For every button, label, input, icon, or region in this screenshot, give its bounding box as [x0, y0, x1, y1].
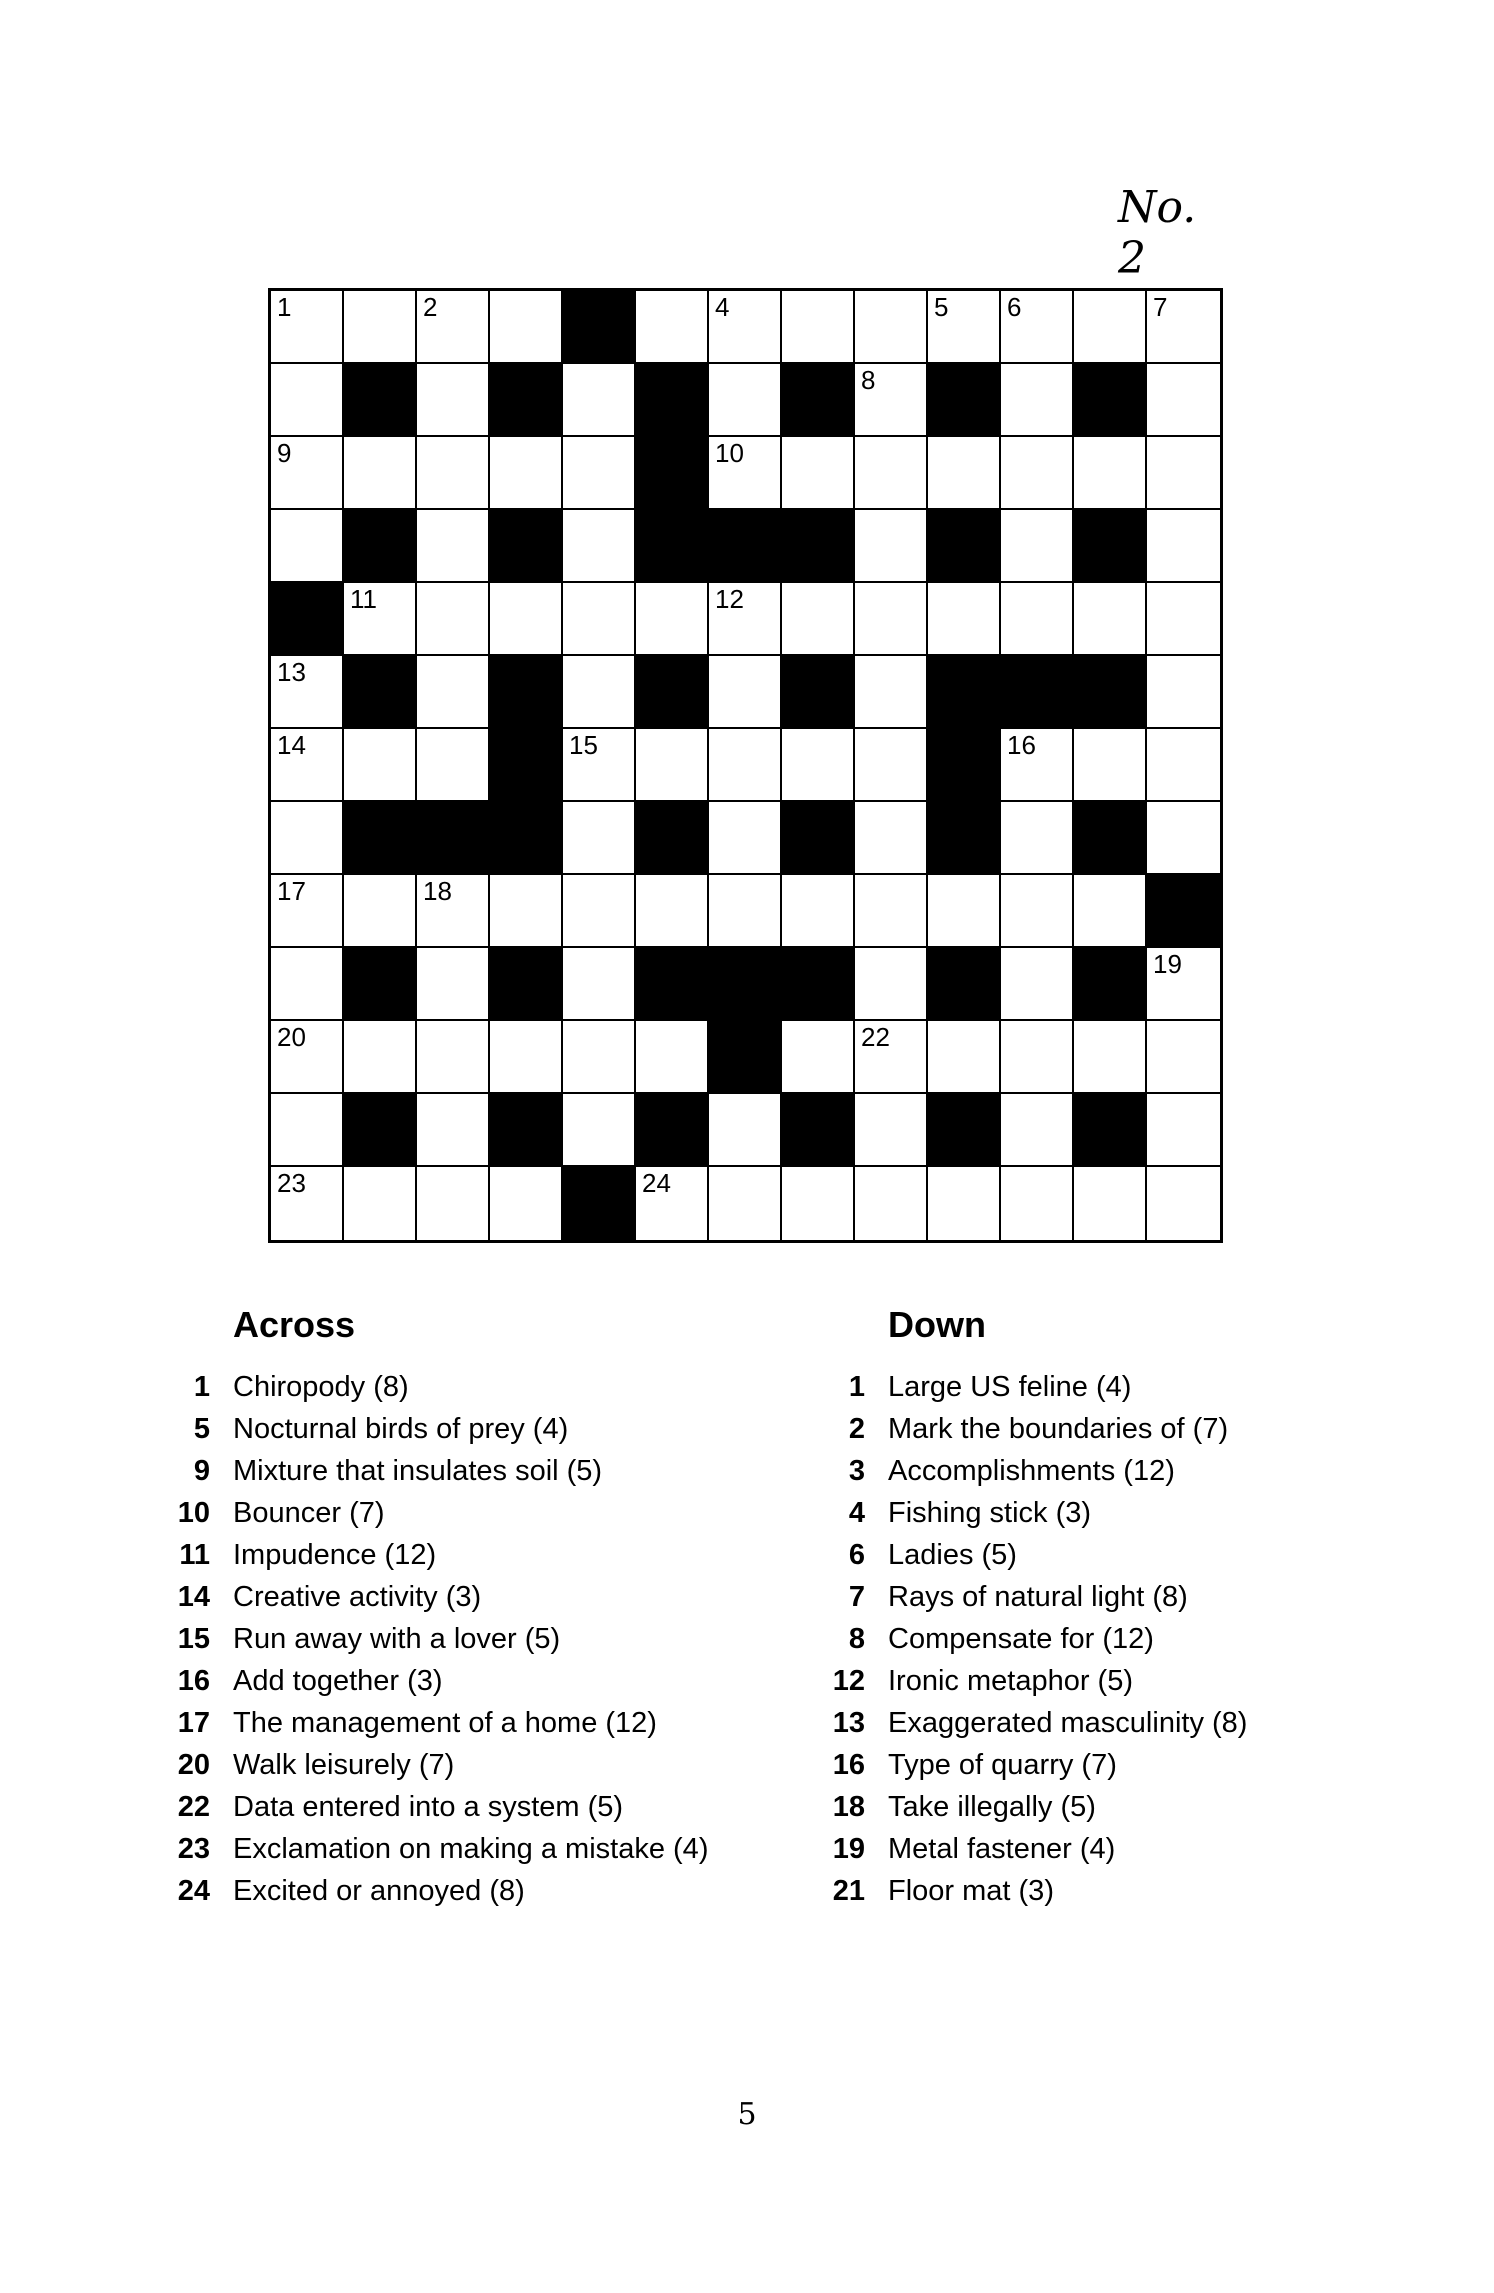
clue-number: 6 — [848, 1538, 865, 1571]
grid-cell[interactable] — [271, 1021, 344, 1094]
grid-block — [928, 364, 1001, 437]
cell-number: 15 — [569, 730, 598, 760]
clue-number: 24 — [177, 1874, 210, 1907]
cell-number: 19 — [1153, 949, 1182, 979]
grid-cell[interactable] — [271, 729, 344, 802]
clue-text: Excited or annoyed (8) — [233, 1874, 525, 1907]
clue-text: Impudence (12) — [233, 1538, 437, 1571]
across-clue — [150, 1492, 800, 1534]
grid-block — [1147, 875, 1220, 948]
grid-cell[interactable] — [1001, 875, 1074, 948]
clue-text: Add together (3) — [233, 1664, 443, 1697]
grid-cell[interactable] — [636, 1167, 709, 1240]
grid-cell[interactable] — [1001, 1094, 1074, 1167]
clue-number: 14 — [177, 1580, 210, 1613]
grid-cell[interactable] — [709, 729, 782, 802]
across-clue — [150, 1870, 800, 1912]
clue-number: 7 — [848, 1580, 865, 1613]
down-clue — [805, 1618, 1365, 1660]
across-clue — [150, 1576, 800, 1618]
down-clue — [805, 1786, 1365, 1828]
grid-cell[interactable] — [928, 291, 1001, 364]
clue-text: Ironic metaphor (5) — [888, 1664, 1133, 1697]
across-clue — [150, 1744, 800, 1786]
grid-block — [563, 291, 636, 364]
clue-text: The management of a home (12) — [233, 1706, 657, 1739]
grid-cell[interactable] — [709, 583, 782, 656]
grid-block — [563, 1167, 636, 1240]
grid-block — [271, 583, 344, 656]
clue-text: Type of quarry (7) — [888, 1748, 1117, 1781]
across-clue — [150, 1786, 800, 1828]
grid-cell[interactable] — [782, 583, 855, 656]
down-clue — [805, 1534, 1365, 1576]
grid-cell[interactable] — [636, 875, 709, 948]
grid-block — [928, 948, 1001, 1021]
grid-cell[interactable] — [417, 291, 490, 364]
grid-cell[interactable] — [563, 583, 636, 656]
grid-block — [636, 802, 709, 875]
grid-cell[interactable] — [271, 510, 344, 583]
cell-number: 11 — [350, 584, 377, 614]
clue-text: Creative activity (3) — [233, 1580, 482, 1613]
down-clue-list — [805, 1366, 1365, 1912]
grid-cell[interactable] — [563, 1021, 636, 1094]
clue-number: 19 — [832, 1832, 865, 1865]
grid-cell[interactable] — [1074, 437, 1147, 510]
cell-number: 14 — [277, 730, 306, 760]
grid-cell[interactable] — [1001, 364, 1074, 437]
grid-cell[interactable] — [1074, 875, 1147, 948]
cell-number: 9 — [277, 438, 292, 468]
grid-block — [1001, 656, 1074, 729]
cell-number: 4 — [715, 292, 730, 322]
across-clue — [150, 1618, 800, 1660]
clue-text: Bouncer (7) — [233, 1496, 385, 1529]
down-clue — [805, 1450, 1365, 1492]
grid-cell[interactable] — [1001, 1167, 1074, 1240]
cell-number: 10 — [715, 438, 744, 468]
down-clue — [805, 1366, 1365, 1408]
grid-cell[interactable] — [271, 1094, 344, 1167]
puzzle-title: No. 2 — [1118, 182, 1197, 284]
grid-cell[interactable] — [563, 802, 636, 875]
grid-cell[interactable] — [490, 1021, 563, 1094]
across-clue — [150, 1828, 800, 1870]
across-clue — [150, 1408, 800, 1450]
grid-cell[interactable] — [928, 583, 1001, 656]
cell-number: 16 — [1007, 730, 1036, 760]
grid-cell[interactable] — [855, 1021, 928, 1094]
grid-cell[interactable] — [417, 948, 490, 1021]
grid-cell[interactable] — [563, 437, 636, 510]
across-clue — [150, 1534, 800, 1576]
grid-cell[interactable] — [636, 291, 709, 364]
grid-cell[interactable] — [855, 802, 928, 875]
grid-cell[interactable] — [1074, 729, 1147, 802]
clue-text: Fishing stick (3) — [888, 1496, 1092, 1529]
cell-number: 21 — [715, 1022, 744, 1052]
clue-text: Compensate for (12) — [888, 1622, 1154, 1655]
grid-cell[interactable] — [417, 364, 490, 437]
grid-block — [344, 656, 417, 729]
grid-cell[interactable] — [855, 364, 928, 437]
grid-cell[interactable] — [344, 291, 417, 364]
grid-cell[interactable] — [344, 437, 417, 510]
grid-cell[interactable] — [417, 656, 490, 729]
grid-cell[interactable] — [1147, 948, 1220, 1021]
grid-block — [928, 510, 1001, 583]
clue-text: Exaggerated masculinity (8) — [888, 1706, 1248, 1739]
grid-cell[interactable] — [709, 875, 782, 948]
clue-number: 13 — [832, 1706, 865, 1739]
down-clue — [805, 1408, 1365, 1450]
cell-number: 13 — [277, 657, 306, 687]
grid-cell[interactable] — [344, 583, 417, 656]
grid-cell[interactable] — [417, 437, 490, 510]
cell-number: 20 — [277, 1022, 306, 1052]
grid-block — [1074, 656, 1147, 729]
grid-cell[interactable] — [855, 656, 928, 729]
clue-number: 21 — [832, 1874, 865, 1907]
cell-number: 3 — [569, 292, 584, 322]
clue-number: 16 — [177, 1664, 210, 1697]
grid-cell[interactable] — [782, 729, 855, 802]
grid-cell[interactable] — [928, 437, 1001, 510]
grid-cell[interactable] — [855, 729, 928, 802]
clue-text: Chiropody (8) — [233, 1370, 409, 1403]
down-clue — [805, 1660, 1365, 1702]
grid-cell[interactable] — [855, 1094, 928, 1167]
grid-block — [344, 510, 417, 583]
grid-cell[interactable] — [271, 364, 344, 437]
grid-block — [490, 364, 563, 437]
grid-cell[interactable] — [417, 729, 490, 802]
grid-cell[interactable] — [1001, 802, 1074, 875]
cell-number: 7 — [1153, 292, 1168, 322]
grid-block — [344, 1094, 417, 1167]
across-clue — [150, 1450, 800, 1492]
grid-cell[interactable] — [1147, 510, 1220, 583]
grid-cell[interactable] — [1001, 291, 1074, 364]
grid-cell[interactable] — [1001, 1021, 1074, 1094]
grid-cell[interactable] — [782, 875, 855, 948]
grid-cell[interactable] — [782, 1167, 855, 1240]
clue-number: 22 — [177, 1790, 210, 1823]
grid-block — [1074, 364, 1147, 437]
clue-text: Floor mat (3) — [888, 1874, 1054, 1907]
grid-cell[interactable] — [855, 948, 928, 1021]
grid-cell[interactable] — [563, 875, 636, 948]
grid-cell[interactable] — [1074, 583, 1147, 656]
grid-block — [490, 948, 563, 1021]
grid-cell[interactable] — [417, 510, 490, 583]
grid-cell[interactable] — [344, 1167, 417, 1240]
clue-number: 9 — [193, 1454, 210, 1487]
clue-number: 8 — [848, 1622, 865, 1655]
grid-block — [1074, 510, 1147, 583]
grid-cell[interactable] — [490, 291, 563, 364]
grid-cell[interactable] — [417, 1021, 490, 1094]
grid-cell[interactable] — [417, 583, 490, 656]
grid-block — [636, 656, 709, 729]
page-number: 5 — [737, 2097, 757, 2132]
clue-number: 10 — [177, 1496, 210, 1529]
down-clue — [805, 1702, 1365, 1744]
cell-number: 22 — [861, 1022, 890, 1052]
cell-number: 12 — [715, 584, 744, 614]
grid-block — [709, 510, 782, 583]
clue-number: 23 — [177, 1832, 210, 1865]
grid-block — [782, 510, 855, 583]
grid-cell[interactable] — [271, 291, 344, 364]
grid-cell[interactable] — [1147, 437, 1220, 510]
grid-block — [928, 729, 1001, 802]
clue-text: Take illegally (5) — [888, 1790, 1096, 1823]
clue-number: 15 — [177, 1622, 210, 1655]
grid-cell[interactable] — [271, 1167, 344, 1240]
grid-cell[interactable] — [782, 437, 855, 510]
grid-block — [928, 656, 1001, 729]
clue-number: 12 — [832, 1664, 865, 1697]
clue-text: Mixture that insulates soil (5) — [233, 1454, 603, 1487]
grid-cell[interactable] — [344, 1021, 417, 1094]
grid-cell[interactable] — [855, 583, 928, 656]
grid-cell[interactable] — [855, 875, 928, 948]
down-clue — [805, 1744, 1365, 1786]
grid-cell[interactable] — [271, 656, 344, 729]
grid-block — [782, 364, 855, 437]
cell-number: 17 — [277, 876, 306, 906]
grid-block — [490, 510, 563, 583]
grid-cell[interactable] — [563, 510, 636, 583]
across-clues — [150, 1302, 800, 1912]
grid-cell[interactable] — [1001, 510, 1074, 583]
grid-cell[interactable] — [636, 583, 709, 656]
grid-block — [490, 656, 563, 729]
grid-cell[interactable] — [417, 1167, 490, 1240]
grid-block — [1074, 1094, 1147, 1167]
crossword-grid — [268, 288, 1223, 1243]
down-clue — [805, 1492, 1365, 1534]
grid-cell[interactable] — [490, 875, 563, 948]
across-clue-list — [150, 1366, 800, 1912]
across-clue — [150, 1366, 800, 1408]
cell-number: 5 — [934, 292, 949, 322]
clue-text: Metal fastener (4) — [888, 1832, 1116, 1865]
clue-text: Large US feline (4) — [888, 1370, 1132, 1403]
clue-number: 3 — [848, 1454, 865, 1487]
grid-block — [709, 948, 782, 1021]
clue-number: 4 — [848, 1496, 865, 1529]
grid-cell[interactable] — [855, 510, 928, 583]
grid-cell[interactable] — [636, 729, 709, 802]
grid-cell[interactable] — [709, 1167, 782, 1240]
grid-cell[interactable] — [1147, 583, 1220, 656]
grid-block — [636, 364, 709, 437]
grid-cell[interactable] — [271, 437, 344, 510]
down-heading: Down — [888, 1304, 986, 1345]
grid-cell[interactable] — [1001, 437, 1074, 510]
grid-cell[interactable] — [1001, 583, 1074, 656]
down-clues — [805, 1302, 1365, 1912]
grid-block — [782, 948, 855, 1021]
grid-cell[interactable] — [855, 291, 928, 364]
across-heading: Across — [233, 1304, 356, 1345]
clue-text: Mark the boundaries of (7) — [888, 1412, 1229, 1445]
grid-cell[interactable] — [1147, 729, 1220, 802]
grid-cell[interactable] — [855, 1167, 928, 1240]
grid-cell[interactable] — [271, 802, 344, 875]
grid-cell[interactable] — [709, 364, 782, 437]
grid-block — [782, 1094, 855, 1167]
grid-cell[interactable] — [709, 437, 782, 510]
grid-block — [709, 1021, 782, 1094]
cell-number: 18 — [423, 876, 452, 906]
grid-cell[interactable] — [1147, 1167, 1220, 1240]
clue-text: Exclamation on making a mistake (4) — [233, 1832, 709, 1865]
grid-cell[interactable] — [490, 437, 563, 510]
cell-number: 6 — [1007, 292, 1022, 322]
down-clue — [805, 1828, 1365, 1870]
cell-number: 8 — [861, 365, 876, 395]
grid-cell[interactable] — [1147, 364, 1220, 437]
grid-cell[interactable] — [1147, 1021, 1220, 1094]
grid-cell[interactable] — [271, 875, 344, 948]
grid-block — [782, 802, 855, 875]
grid-cell[interactable] — [1147, 1094, 1220, 1167]
clue-number: 16 — [832, 1748, 865, 1781]
cell-number: 1 — [277, 292, 292, 322]
clue-number: 18 — [832, 1790, 865, 1823]
grid-cell[interactable] — [1074, 1021, 1147, 1094]
clue-text: Rays of natural light (8) — [888, 1580, 1188, 1613]
grid-cell[interactable] — [782, 291, 855, 364]
grid-cell[interactable] — [855, 437, 928, 510]
cell-number: 23 — [277, 1168, 306, 1198]
grid-cell[interactable] — [563, 364, 636, 437]
grid-cell[interactable] — [417, 1094, 490, 1167]
grid-block — [928, 1094, 1001, 1167]
clue-text: Nocturnal birds of prey (4) — [233, 1412, 569, 1445]
grid-cell[interactable] — [563, 1094, 636, 1167]
grid-cell[interactable] — [1147, 291, 1220, 364]
grid-cell[interactable] — [928, 875, 1001, 948]
down-clue — [805, 1576, 1365, 1618]
grid-cell[interactable] — [709, 291, 782, 364]
grid-block — [1074, 948, 1147, 1021]
grid-cell[interactable] — [709, 802, 782, 875]
grid-block — [636, 437, 709, 510]
grid-cell[interactable] — [782, 1021, 855, 1094]
grid-cell[interactable] — [344, 875, 417, 948]
grid-block — [1074, 802, 1147, 875]
down-clue — [805, 1870, 1365, 1912]
grid-cell[interactable] — [1074, 291, 1147, 364]
across-clue — [150, 1660, 800, 1702]
clue-text: Walk leisurely (7) — [233, 1748, 455, 1781]
grid-cell[interactable] — [709, 1094, 782, 1167]
grid-cell[interactable] — [344, 729, 417, 802]
clue-number: 17 — [177, 1706, 210, 1739]
grid-block — [636, 948, 709, 1021]
grid-block — [928, 802, 1001, 875]
grid-block — [782, 656, 855, 729]
grid-block — [636, 1094, 709, 1167]
grid-cell[interactable] — [563, 729, 636, 802]
clue-number: 1 — [848, 1370, 865, 1403]
grid-block — [344, 802, 417, 875]
clue-number: 2 — [848, 1412, 865, 1445]
grid-cell[interactable] — [1001, 948, 1074, 1021]
grid-block — [344, 364, 417, 437]
grid-block — [636, 510, 709, 583]
grid-block — [417, 802, 490, 875]
clue-text: Run away with a lover (5) — [233, 1622, 561, 1655]
clue-text: Ladies (5) — [888, 1538, 1017, 1571]
grid-cell[interactable] — [271, 948, 344, 1021]
clue-number: 20 — [177, 1748, 210, 1781]
grid-block — [490, 802, 563, 875]
grid-cell[interactable] — [1147, 802, 1220, 875]
clue-text: Data entered into a system (5) — [233, 1790, 624, 1823]
clue-number: 1 — [193, 1370, 210, 1403]
clue-number: 5 — [193, 1412, 210, 1445]
grid-cell[interactable] — [1147, 656, 1220, 729]
grid-block — [344, 948, 417, 1021]
grid-cell[interactable] — [417, 875, 490, 948]
grid-cell[interactable] — [709, 656, 782, 729]
grid-block — [490, 1094, 563, 1167]
grid-cell[interactable] — [1074, 1167, 1147, 1240]
clue-text: Accomplishments (12) — [888, 1454, 1175, 1487]
grid-cell[interactable] — [563, 948, 636, 1021]
grid-cell[interactable] — [1001, 729, 1074, 802]
clue-number: 11 — [179, 1538, 210, 1571]
cell-number: 24 — [642, 1168, 671, 1198]
across-clue — [150, 1702, 800, 1744]
grid-cell[interactable] — [490, 583, 563, 656]
cell-number: 2 — [423, 292, 438, 322]
grid-block — [490, 729, 563, 802]
grid-cell[interactable] — [490, 1167, 563, 1240]
grid-cell[interactable] — [928, 1167, 1001, 1240]
grid-cell[interactable] — [928, 1021, 1001, 1094]
grid-cell[interactable] — [563, 656, 636, 729]
grid-cell[interactable] — [636, 1021, 709, 1094]
